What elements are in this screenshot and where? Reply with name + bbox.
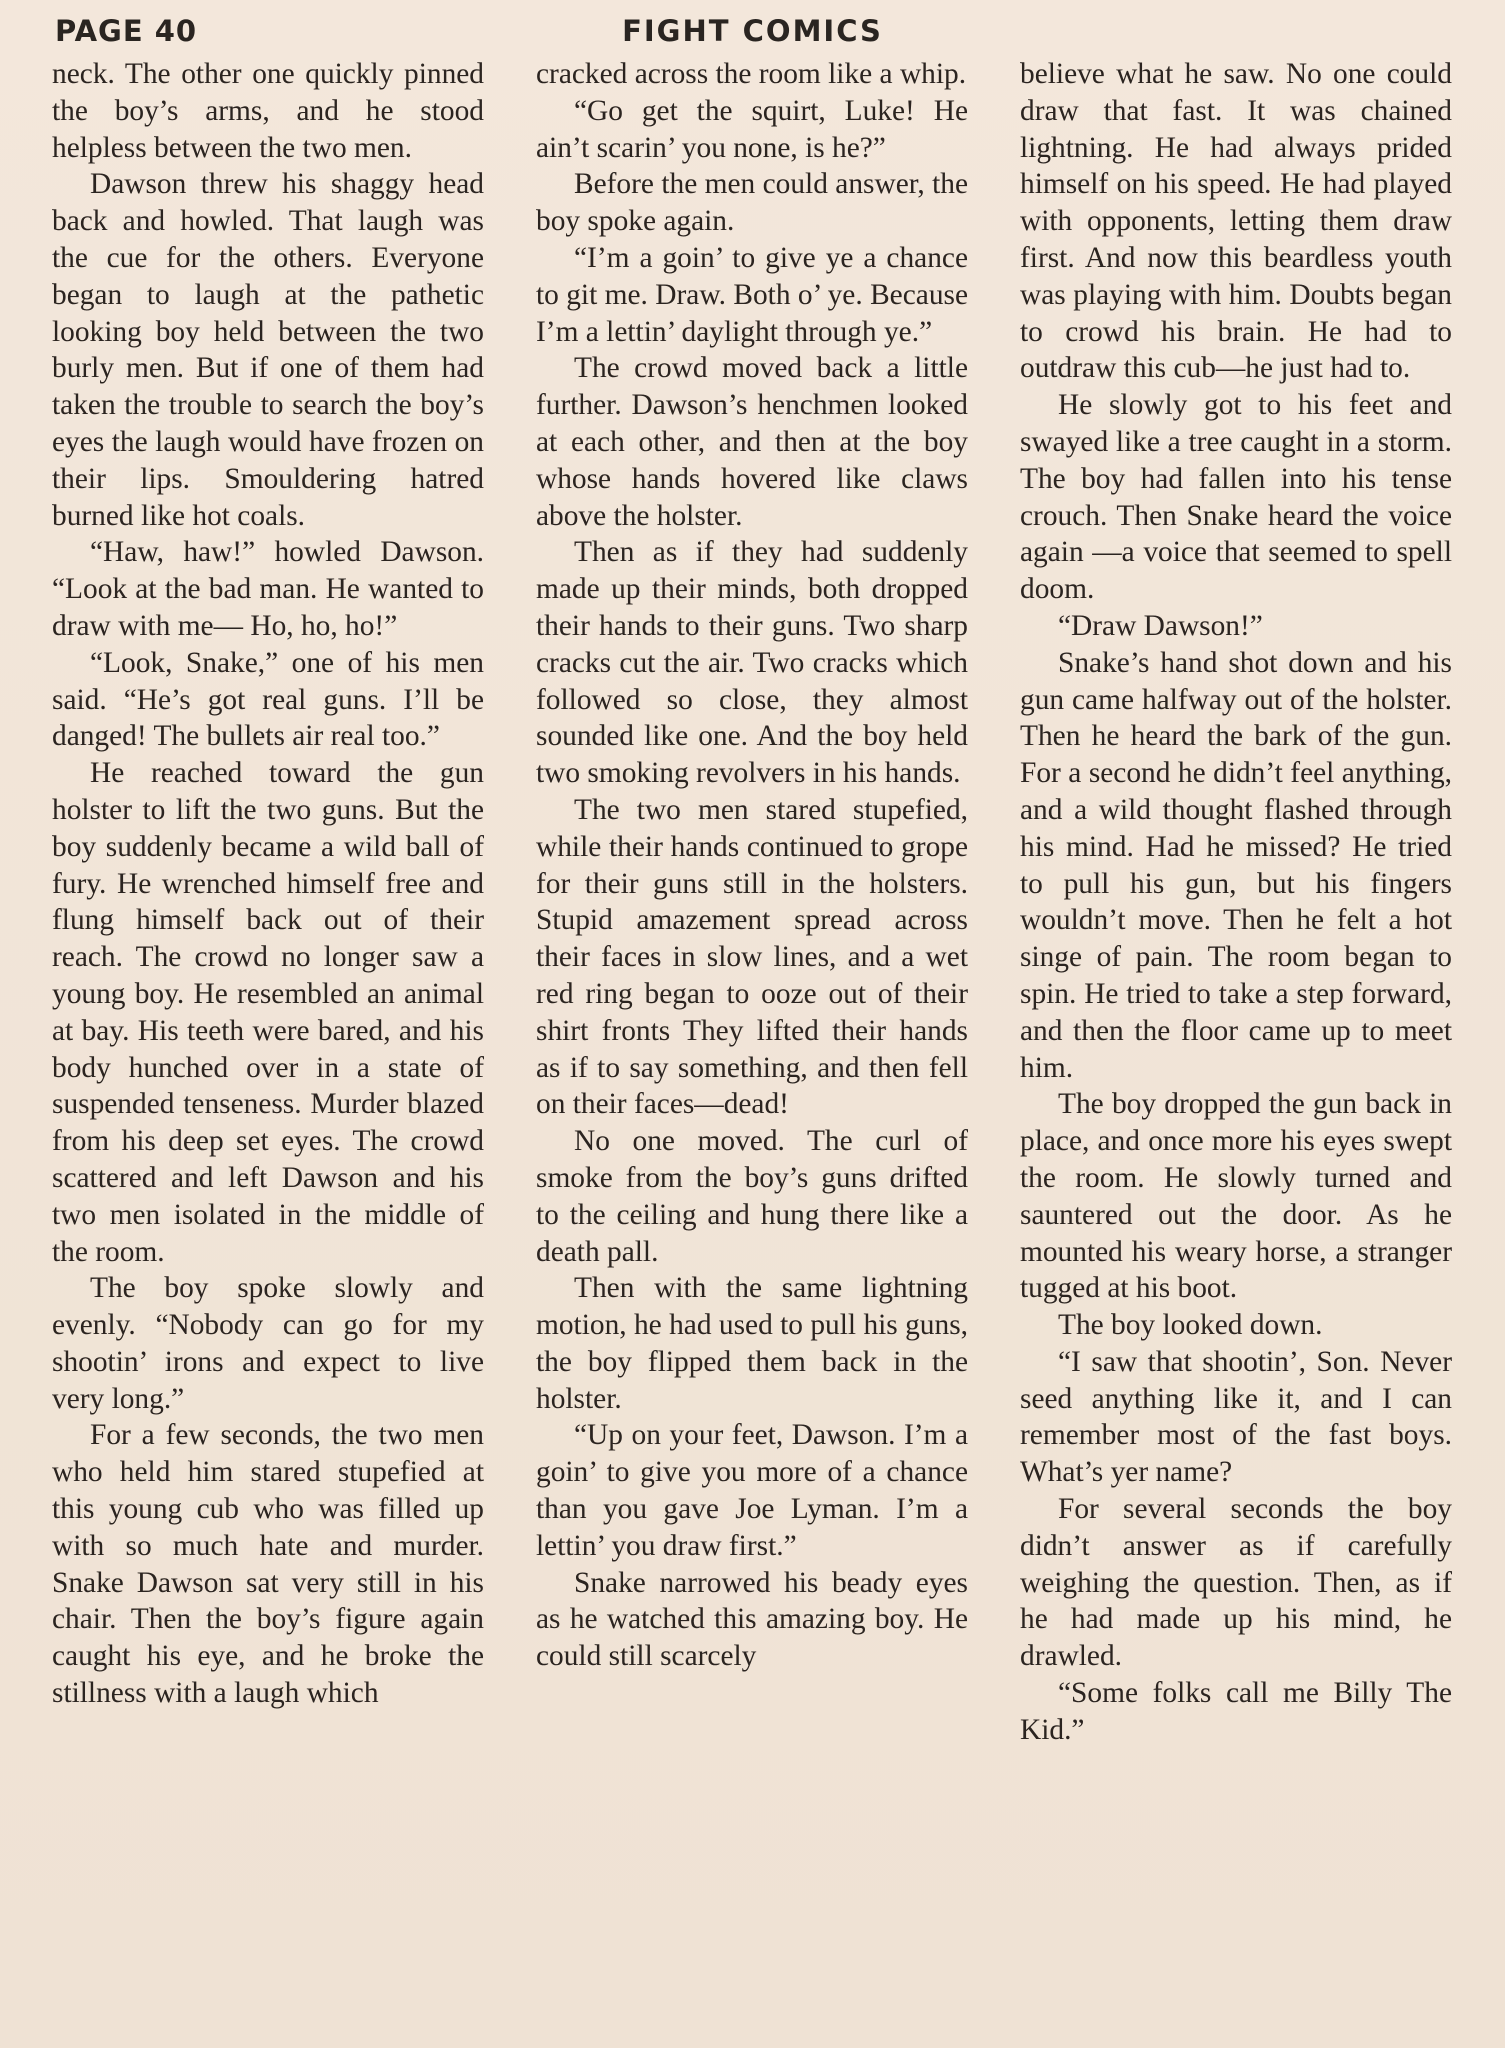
- column-2: [536, 56, 968, 2031]
- paragraph: Snake’s hand shot down and his gun came halfway out of the holster. Then he heard the bark of the gun. For a second he didn’t feel anything, and a wild thought flashed through his mind. Had he missed? He tried to pull his gun, but his fingers wouldn’t move. Then he felt a hot singe of pain. The room began to spin. He tried to take a step forward, and then the floor came up to meet him.: [1020, 646, 1452, 1084]
- paragraph: The crowd moved back a little further. Dawson’s henchmen looked at each other, and then at the boy whose hands hovered like claws above the holster.: [536, 352, 968, 532]
- paragraph: Then as if they had suddenly made up their minds, both dropped their hands to their guns. Two sharp cracks cut the air. Two cracks which followed so close, they almost sounded like one. And the boy held two smoking revolvers in his hands.: [536, 536, 968, 790]
- paragraph: “Up on your feet, Dawson. I’m a goin’ to give you more of a chance than you gave Joe Lyman. I’m a lettin’ you draw first.”: [536, 1419, 968, 1562]
- page-header: [55, 14, 1450, 54]
- paragraph: For several seconds the boy didn’t answer as if carefully weighing the question. Then, as if he had made up his mind, he drawled.: [1020, 1493, 1452, 1673]
- paragraph: The boy dropped the gun back in place, and once more his eyes swept the room. He slowly turned and sauntered out the door. As he mounted his weary horse, a stranger tugged at his boot.: [1020, 1088, 1452, 1305]
- paragraph: He reached toward the gun holster to lift the two guns. But the boy suddenly became a wild ball of fury. He wrenched himself free and flung himself back out of their reach. The crowd no longer saw a young boy. He resembled an animal at bay. His teeth were bared, and his body hunched over in a state of suspended tenseness. Murder blazed from his deep set eyes. The crowd scattered and left Dawson and his two men isolated in the middle of the room.: [52, 757, 484, 1268]
- magazine-title: FIGHT COMICS: [622, 14, 883, 48]
- paragraph: “Some folks call me Billy The Kid.”: [1020, 1677, 1452, 1746]
- paragraph: neck. The other one quickly pinned the boy’s arms, and he stood helpless between the two men.: [52, 58, 484, 164]
- paragraph: “Go get the squirt, Luke! He ain’t scarin’ you none, is he?”: [536, 94, 968, 164]
- paragraph: The two men stared stupefied, while their hands continued to grope for their guns still in the holsters. Stupid amazement spread across their faces in slow lines, and a wet red ring began to ooze out of their shirt fronts They lifted their hands as if to say something, and then fell on their faces—dead!: [536, 793, 968, 1121]
- paragraph: “Look, Snake,” one of his men said. “He’s got real guns. I’ll be danged! The bullets air real too.”: [52, 646, 484, 753]
- paragraph: Before the men could answer, the boy spoke again.: [536, 168, 968, 238]
- paragraph: cracked across the room like a whip.: [536, 58, 967, 90]
- paragraph: “Draw Dawson!”: [1058, 609, 1263, 642]
- column-1: [52, 56, 484, 2031]
- paragraph: “Haw, haw!” howled Dawson. “Look at the bad man. He wanted to draw with me— Ho, ho, ho!”: [52, 536, 484, 642]
- paragraph: The boy looked down.: [1058, 1309, 1323, 1342]
- page-number: PAGE 40: [55, 14, 198, 48]
- paragraph: The boy spoke slowly and evenly. “Nobody can go for my shootin’ irons and expect to live very long.”: [52, 1272, 484, 1415]
- paragraph: “I’m a goin’ to give ye a chance to git me. Draw. Both o’ ye. Because I’m a lettin’ daylight through ye.”: [536, 241, 968, 348]
- paragraph: “I saw that shootin’, Son. Never seed anything like it, and I can remember most of the fast boys. What’s yer name?: [1020, 1345, 1452, 1489]
- column-3: [1020, 56, 1452, 2031]
- paragraph: Dawson threw his shaggy head back and howled. That laugh was the cue for the others. Everyone began to laugh at the pathetic looking boy held between the two burly men. But if one of them had taken the trouble to search the boy’s eyes the laugh would have frozen on their lips. Smouldering hatred burned like hot coals.: [52, 168, 484, 532]
- paragraph: For a few seconds, the two men who held him stared stupefied at this young cub who was filled up with so much hate and murder. Snake Dawson sat very still in his chair. Then the boy’s figure again caught his eye, and he broke the stillness with a laugh which: [52, 1419, 484, 1710]
- paragraph: Then with the same lightning motion, he had used to pull his guns, the boy flipped them back in the holster.: [536, 1272, 968, 1415]
- paragraph: No one moved. The curl of smoke from the boy’s guns drifted to the ceiling and hung there like a death pall.: [536, 1125, 968, 1268]
- paragraph: He slowly got to his feet and swayed like a tree caught in a storm. The boy had fallen into his tense crouch. Then Snake heard the voice again —a voice that seemed to spell doom.: [1020, 389, 1452, 606]
- paragraph: Snake narrowed his beady eyes as he watched this amazing boy. He could still scarcely: [536, 1566, 968, 1673]
- text-columns: [52, 56, 1452, 2031]
- paragraph: believe what he saw. No one could draw that fast. It was chained lightning. He had always prided himself on his speed. He had played with opponents, letting them draw first. And now this beardless youth was playing with him. Doubts began to crowd his brain. He had to outdraw this cub—he just had to.: [1020, 58, 1452, 385]
